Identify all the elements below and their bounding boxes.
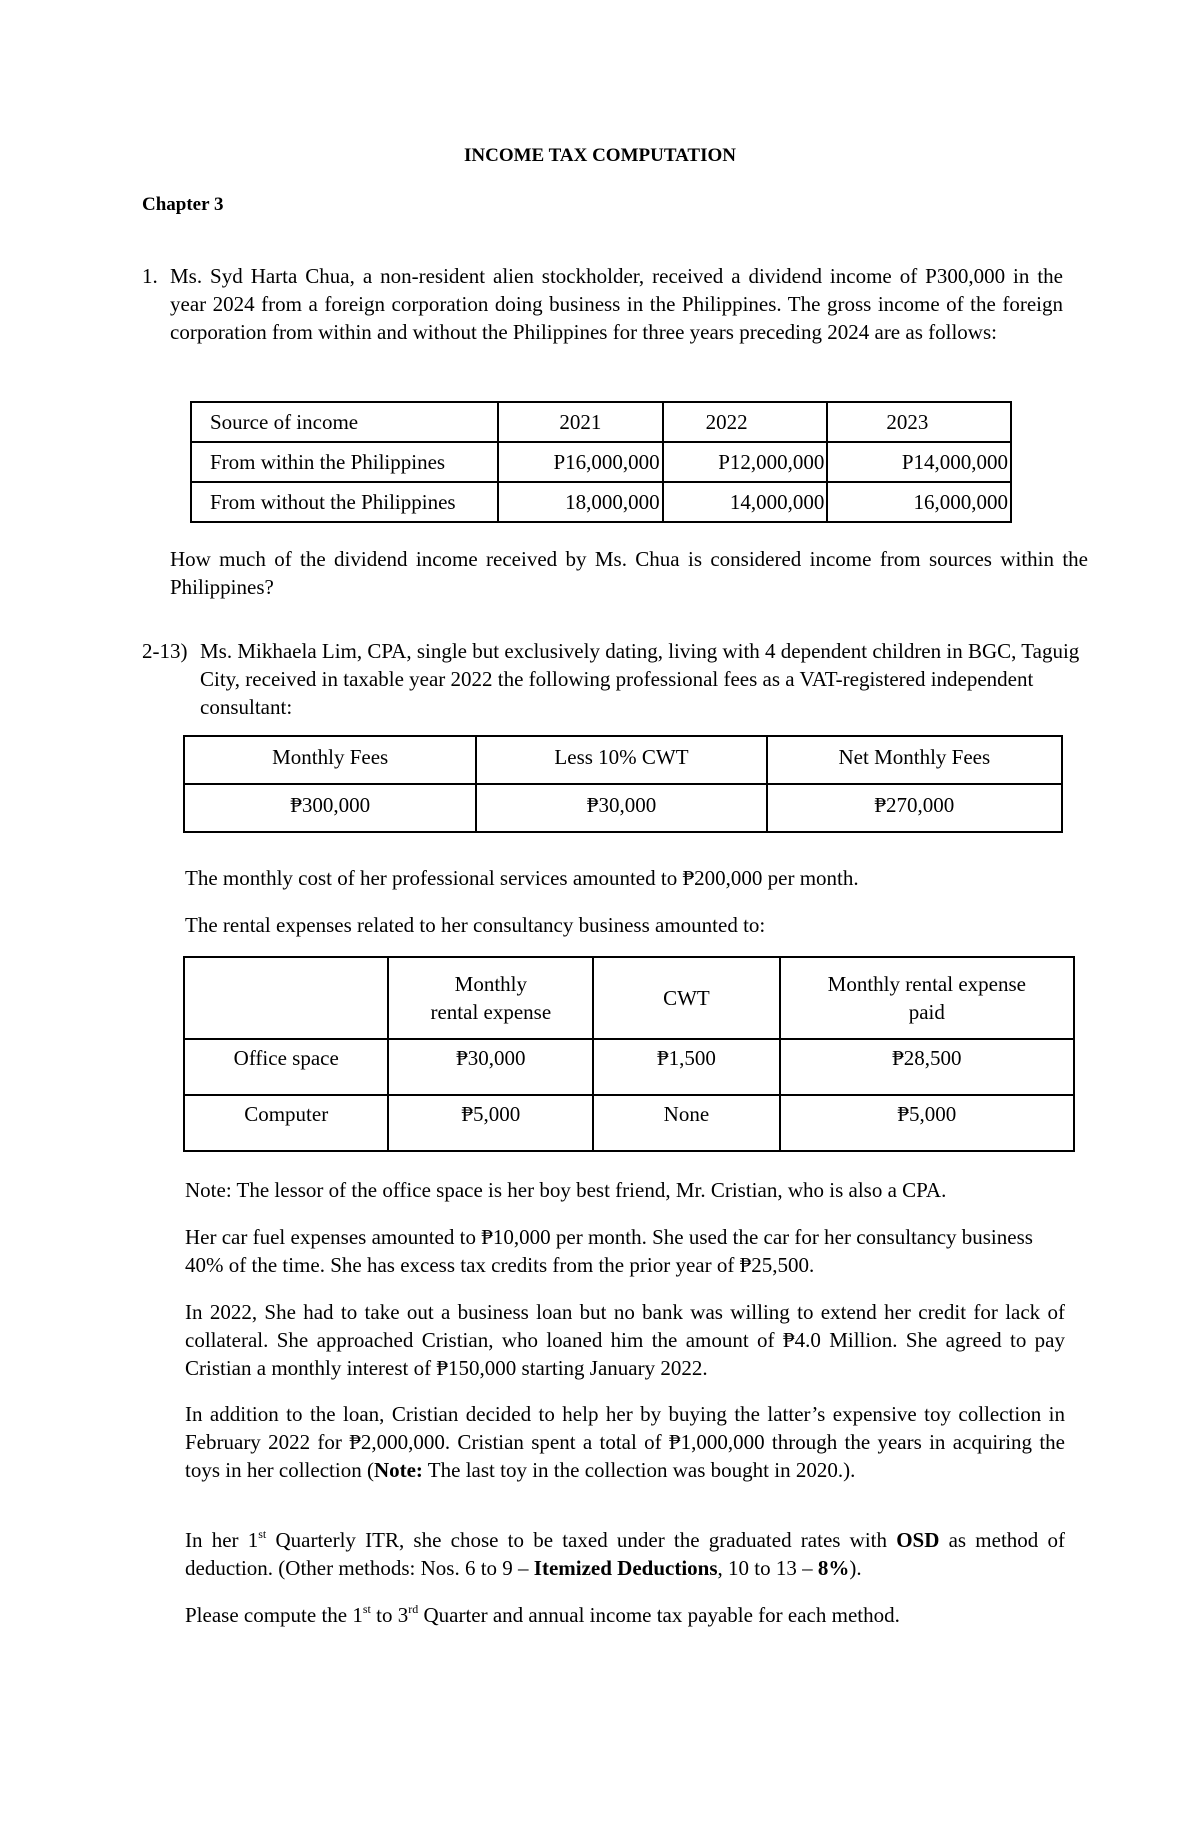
table-row <box>184 784 1062 832</box>
table-cell: P14,000,000 <box>827 442 1011 482</box>
compute-part-b: to 3 <box>370 1603 409 1627</box>
table-header-row <box>191 402 1011 442</box>
table-cell: P16,000,000 <box>498 442 663 482</box>
table-header-cell: Net Monthly Fees <box>767 736 1062 784</box>
professional-fees-table <box>183 735 1063 833</box>
itr-text-part-d: , 10 to 13 – <box>717 1556 818 1580</box>
business-loan-text: In 2022, She had to take out a business loan but no bank was willing to extend her credit for lack of collateral. She approached Cristian, who loaned him the amount of ₱4.0 Million. She agreed to pay Cristian a monthly interest of ₱150,000 starting January 2022. <box>185 1300 1065 1380</box>
itr-superscript: st <box>258 1527 267 1541</box>
income-source-table <box>190 401 1012 523</box>
table-cell: ₱5,000 <box>780 1095 1074 1151</box>
itr-eight-percent-label: 8% <box>817 1556 850 1580</box>
question-1-number: 1. <box>142 264 158 288</box>
compute-part-a: Please compute the 1 <box>185 1603 363 1627</box>
document-title: INCOME TAX COMPUTATION <box>464 145 736 166</box>
question-1-prompt: How much of the dividend income received by Ms. Chua is considered income from sources within the Philippines? <box>170 547 1088 599</box>
compute-superscript-1: st <box>362 1602 371 1616</box>
question-1-text: Ms. Syd Harta Chua, a non-resident alien stockholder, received a dividend income of P300,000 in the year 2024 from a foreign corporation doing business in the Philippines. The gross income of the foreign corporation from within and without the Philippines for three years preceding 2024 are as follows: <box>170 264 1063 344</box>
table-cell: From within the Philippines <box>191 442 498 482</box>
table-cell: ₱28,500 <box>780 1039 1074 1095</box>
service-cost-text: The monthly cost of her professional services amounted to ₱200,000 per month. <box>185 866 859 890</box>
table-cell: 14,000,000 <box>663 482 828 522</box>
table-cell: 18,000,000 <box>498 482 663 522</box>
table-header-cell: Monthly rental expense paid <box>780 957 1074 1039</box>
lessor-note: Note: The lessor of the office space is her boy best friend, Mr. Cristian, who is also a CPA. <box>185 1178 947 1202</box>
compute-superscript-2: rd <box>408 1602 419 1616</box>
table-row <box>184 1095 1074 1151</box>
chapter-heading: Chapter 3 <box>142 194 224 215</box>
compute-part-c: Quarter and annual income tax payable for each method. <box>418 1603 900 1627</box>
table-header-cell: Monthly Fees <box>184 736 476 784</box>
itr-text-part-b: Quarterly ITR, she chose to be taxed under the graduated rates with <box>266 1528 897 1552</box>
compute-instruction <box>185 1601 1085 1629</box>
table-cell: ₱30,000 <box>388 1039 593 1095</box>
quarterly-itr-text <box>185 1526 1065 1582</box>
table-cell: ₱300,000 <box>184 784 476 832</box>
itr-text-part-a: In her 1 <box>185 1528 259 1552</box>
toy-text-part-a: In addition to the loan, Cristian decided to help her by buying the latter’s expensive toy collection in February 2022 for ₱2,000,000. Cristian spent a total of ₱1,000,000 through the years in acquiring the toys in her collection ( <box>185 1402 1065 1482</box>
toy-collection-text <box>185 1400 1065 1484</box>
table-cell: None <box>593 1095 779 1151</box>
table-cell: Computer <box>184 1095 388 1151</box>
table-row <box>191 442 1011 482</box>
table-cell: 16,000,000 <box>827 482 1011 522</box>
itr-itemized-label: Itemized Deductions <box>533 1556 718 1580</box>
table-cell: ₱270,000 <box>767 784 1062 832</box>
table-cell: ₱1,500 <box>593 1039 779 1095</box>
table-header-row <box>184 957 1074 1039</box>
question-2-intro <box>200 637 1088 721</box>
table-cell: ₱30,000 <box>476 784 766 832</box>
table-header-cell: Monthly rental expense <box>388 957 593 1039</box>
itr-text-part-e: ). <box>849 1556 862 1580</box>
itr-osd-label: OSD <box>896 1528 940 1552</box>
table-row <box>191 482 1011 522</box>
table-header-cell <box>184 957 388 1039</box>
rental-expense-table <box>183 956 1075 1152</box>
toy-note-label: Note: <box>373 1458 423 1482</box>
table-header-cell: 2021 <box>498 402 663 442</box>
rental-intro-text: The rental expenses related to her consultancy business amounted to: <box>185 913 766 937</box>
table-cell: From without the Philippines <box>191 482 498 522</box>
table-header-cell: CWT <box>593 957 779 1039</box>
question-2-intro-text: Ms. Mikhaela Lim, CPA, single but exclusively dating, living with 4 dependent children in BGC, Taguig City, received in taxable year 2022 the following professional fees as a VAT-registered independent consultant: <box>200 639 1080 719</box>
table-header-row <box>184 736 1062 784</box>
table-header-cell: 2023 <box>827 402 1011 442</box>
table-row <box>184 1039 1074 1095</box>
table-cell: P12,000,000 <box>663 442 828 482</box>
car-expense-text: Her car fuel expenses amounted to ₱10,000 per month. She used the car for her consultancy business 40% of the time. She has excess tax credits from the prior year of ₱25,500. <box>185 1225 1033 1277</box>
table-header-cell: 2022 <box>663 402 828 442</box>
table-header-cell: Source of income <box>191 402 498 442</box>
table-cell: ₱5,000 <box>388 1095 593 1151</box>
toy-text-part-b: The last toy in the collection was bought in 2020.). <box>422 1458 856 1482</box>
question-2-number: 2-13) <box>142 639 188 663</box>
table-cell: Office space <box>184 1039 388 1095</box>
itr-text-part-c: as method of deduction. (Other methods: Nos. 6 to 9 – <box>185 1528 1065 1580</box>
table-header-cell: Less 10% CWT <box>476 736 766 784</box>
